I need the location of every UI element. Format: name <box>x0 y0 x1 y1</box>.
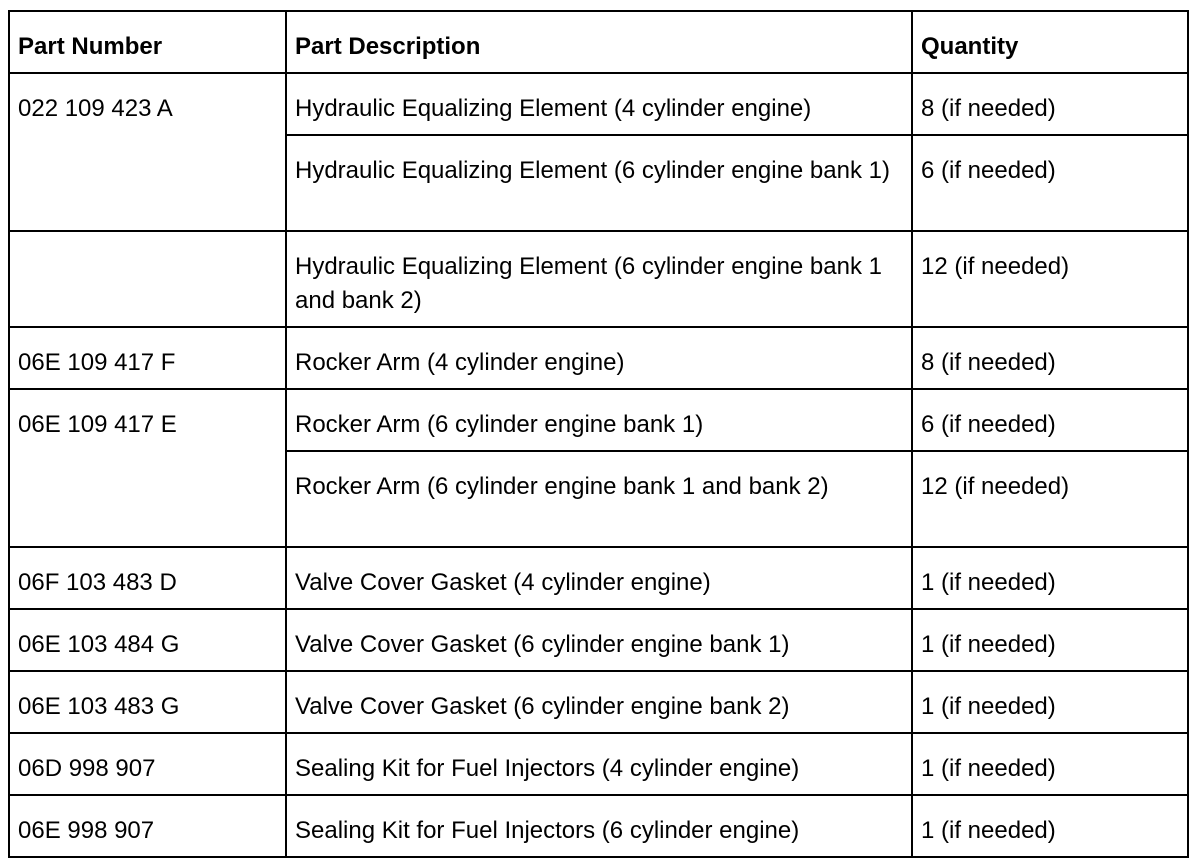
table-row <box>9 547 1188 609</box>
table-row <box>9 73 1188 135</box>
part-description-cell: Hydraulic Equalizing Element (4 cylinder engine) <box>286 73 912 135</box>
part-number-cell <box>9 451 286 547</box>
part-description-cell: Rocker Arm (4 cylinder engine) <box>286 327 912 389</box>
quantity-cell: 1 (if needed) <box>912 795 1188 857</box>
part-number-cell: 06E 109 417 F <box>9 327 286 389</box>
quantity-cell: 6 (if needed) <box>912 135 1188 231</box>
parts-table <box>8 10 1189 858</box>
part-number-cell: 06E 109 417 E <box>9 389 286 451</box>
part-number-cell: 06E 998 907 <box>9 795 286 857</box>
table-row <box>9 451 1188 547</box>
part-description-cell: Rocker Arm (6 cylinder engine bank 1 and bank 2) <box>286 451 912 547</box>
table-row <box>9 733 1188 795</box>
part-number-cell <box>9 231 286 327</box>
part-description-cell: Sealing Kit for Fuel Injectors (6 cylinder engine) <box>286 795 912 857</box>
table-row <box>9 135 1188 231</box>
part-description-cell: Sealing Kit for Fuel Injectors (4 cylinder engine) <box>286 733 912 795</box>
part-description-cell: Hydraulic Equalizing Element (6 cylinder engine bank 1) <box>286 135 912 231</box>
header-row <box>9 11 1188 73</box>
header-part-number: Part Number <box>9 11 286 73</box>
quantity-cell: 12 (if needed) <box>912 451 1188 547</box>
quantity-cell: 1 (if needed) <box>912 671 1188 733</box>
part-description-cell: Valve Cover Gasket (6 cylinder engine bank 1) <box>286 609 912 671</box>
part-number-cell: 06E 103 483 G <box>9 671 286 733</box>
part-number-cell: 06F 103 483 D <box>9 547 286 609</box>
header-quantity: Quantity <box>912 11 1188 73</box>
quantity-cell: 12 (if needed) <box>912 231 1188 327</box>
table-row <box>9 389 1188 451</box>
quantity-cell: 1 (if needed) <box>912 609 1188 671</box>
part-description-cell: Hydraulic Equalizing Element (6 cylinder engine bank 1 and bank 2) <box>286 231 912 327</box>
quantity-cell: 6 (if needed) <box>912 389 1188 451</box>
quantity-cell: 8 (if needed) <box>912 327 1188 389</box>
table-row <box>9 795 1188 857</box>
table-row <box>9 671 1188 733</box>
table-row <box>9 231 1188 327</box>
part-number-cell: 06E 103 484 G <box>9 609 286 671</box>
part-description-cell: Valve Cover Gasket (4 cylinder engine) <box>286 547 912 609</box>
table-row <box>9 327 1188 389</box>
quantity-cell: 8 (if needed) <box>912 73 1188 135</box>
part-number-cell: 022 109 423 A <box>9 73 286 135</box>
part-description-cell: Rocker Arm (6 cylinder engine bank 1) <box>286 389 912 451</box>
quantity-cell: 1 (if needed) <box>912 547 1188 609</box>
part-number-cell: 06D 998 907 <box>9 733 286 795</box>
part-description-cell: Valve Cover Gasket (6 cylinder engine bank 2) <box>286 671 912 733</box>
table-row <box>9 609 1188 671</box>
header-part-description: Part Description <box>286 11 912 73</box>
quantity-cell: 1 (if needed) <box>912 733 1188 795</box>
part-number-cell <box>9 135 286 231</box>
